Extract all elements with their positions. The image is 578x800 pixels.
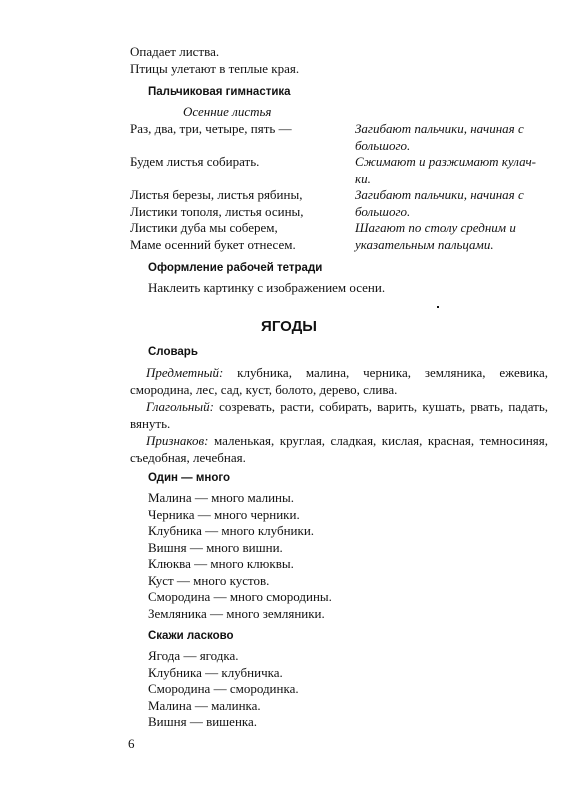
vocab-paragraph [130, 364, 548, 398]
vocab-text: созревать, расти, собирать, варить, кушать, рвать, падать, вянуть. [130, 399, 548, 431]
poem-row [130, 220, 570, 237]
one-many-list [148, 490, 578, 622]
poem-line: Будем листья собирать. [130, 154, 260, 169]
vocabulary-heading: Словарь [148, 346, 198, 358]
poem-action: Загибают пальчики, начиная с [355, 187, 524, 202]
poem-row [130, 204, 570, 221]
list-item: Смородина — смородинка. [148, 681, 299, 696]
poem-row [130, 121, 570, 138]
list-item: Клубника — клубничка. [148, 664, 283, 680]
list-item: Куст — много кустов. [148, 572, 270, 588]
list-item: Ягода — ягодка. [148, 648, 239, 663]
poem-title: Осенние листья [183, 104, 272, 119]
vocab-label: Предметный: [146, 365, 224, 380]
poem-action: ки. [355, 170, 371, 186]
poem-action: большого. [355, 203, 411, 219]
poem-action: Загибают пальчики, начиная с [355, 121, 524, 136]
poem-table [130, 121, 570, 253]
poem-action: Сжимают и разжимают кулач- [355, 154, 536, 169]
poem-line: Листья березы, листья рябины, [130, 187, 303, 202]
say-kindly-list [148, 648, 578, 731]
list-item: Черника — много черники. [148, 506, 300, 522]
workbook-text: Наклеить картинку с изображением осени. [148, 280, 386, 295]
vocab-paragraph [130, 432, 548, 466]
poem-row [130, 187, 570, 204]
poem-line: Маме осенний букет отнесем. [130, 236, 296, 252]
poem-action: большого. [355, 137, 411, 153]
workbook-heading: Оформление рабочей тетради [148, 262, 323, 274]
list-item: Малина — много малины. [148, 490, 294, 505]
list-item: Малина — малинка. [148, 697, 261, 713]
vocab-text: маленькая, круглая, сладкая, кислая, красная, темносиняя, съедобная, лечебная. [130, 433, 548, 465]
poem-line: Раз, два, три, четыре, пять — [130, 121, 292, 136]
vocab-label: Признаков: [146, 433, 209, 448]
list-item: Вишня — вишенка. [148, 714, 258, 729]
stray-mark [437, 306, 439, 308]
list-item: Клюква — много клюквы. [148, 556, 294, 571]
poem-action: Шагают по столу средним и [355, 220, 516, 235]
finger-gymnastics-heading: Пальчиковая гимнастика [148, 86, 291, 98]
vocabulary-block [130, 364, 548, 466]
vocab-label: Глагольный: [146, 399, 214, 414]
intro-block [130, 44, 570, 77]
list-item: Земляника — много земляники. [148, 605, 325, 621]
poem-line: Листики тополя, листья осины, [130, 203, 304, 219]
list-item: Вишня — много вишни. [148, 539, 283, 555]
list-item: Смородина — много смородины. [148, 589, 332, 604]
poem-row [130, 171, 570, 188]
page-number: 6 [128, 736, 135, 751]
one-many-heading: Один — много [148, 472, 231, 484]
list-item: Клубника — много клубники. [148, 523, 315, 538]
vocab-text: клубника, малина, черника, земляника, ежевика, смородина, лес, сад, куст, болото, дерево, слива. [130, 365, 548, 397]
poem-row [130, 138, 570, 155]
text-line: Птицы улетают в теплые края. [130, 60, 300, 76]
poem-line: Листики дуба мы соберем, [130, 220, 278, 235]
section-title: ЯГОДЫ [261, 318, 317, 335]
poem-action: указательным пальцами. [355, 236, 494, 252]
poem-row [130, 237, 570, 254]
text-line: Опадает листва. [130, 44, 220, 59]
vocab-paragraph [130, 398, 548, 432]
poem-row [130, 154, 570, 171]
say-kindly-heading: Скажи ласково [148, 630, 234, 642]
